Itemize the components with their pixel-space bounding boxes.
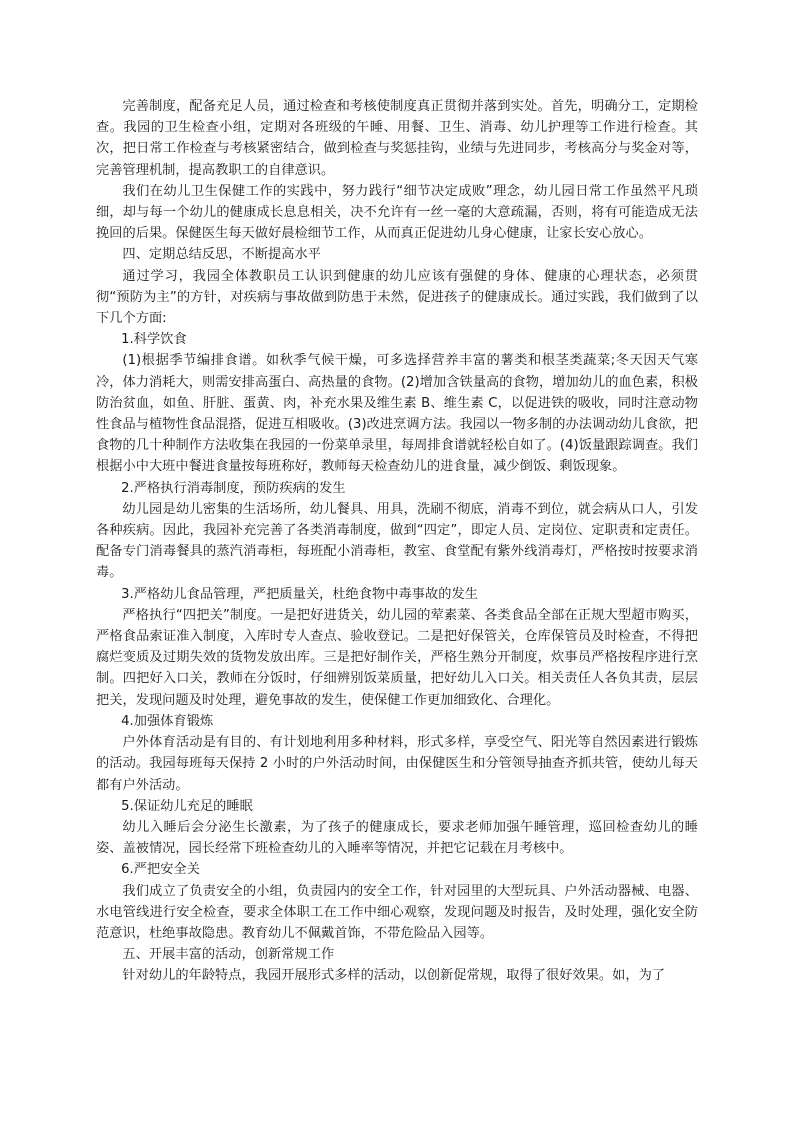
subheading-safety: 6.严把安全关 [121, 862, 200, 878]
subheading-disinfection: 2.严格执行消毒制度，预防疾病的发生 [121, 480, 346, 496]
paragraph-prevention-first: 通过学习，我园全体教职员工认识到健康的幼儿应该有强健的身体、健康的心理状态，必须贯彻“预防为主”的方针，对疾病与事故做到防患于未然，促进孩子的健康成长。通过实践，我们做到了以下几个方面: [96, 268, 698, 327]
paragraph-details-matter: 我们在幼儿卫生保健工作的实践中，努力践行“细节决定成败”理念，幼儿园日常工作虽然平凡琐细，却与每一个幼儿的健康成长息息相关，决不允许有一丝一毫的大意疏漏，否则，将有可能造成无法挽回的后果。保健医生每天做好晨检细节工作，从而真正促进幼儿身心健康，让家长安心放心。 [96, 183, 698, 242]
subheading-physical-exercise: 4.加强体育锻炼 [121, 713, 214, 729]
paragraph-diet-details: (1)根据季节编排食谱。如秋季气候干燥，可多选择营养丰富的薯类和根茎类蔬菜;冬天因天气寒冷，体力消耗大，则需安排高蛋白、高热量的食物。(2)增加含铁量高的食物，增加幼儿的血色素，积极防治贫血，如鱼、肝脏、蛋黄、肉，补充水果及维生素 B、维生素 C，以促进铁的吸收，同时注意动物性食品与植物性食品混搭，促进互相吸收。(3)改进烹调方法。我园以一物多制的办法调动幼儿食欲，把食物的几十种制作方法收集在我园的一份菜单录里，每周排食谱就轻松自如了。(4)饭量跟踪调查。我们根据小中大班中餐进食量按每班称好，教师每天检查幼儿的进食量，减少倒饭、剩饭现象。 [96, 353, 698, 475]
paragraph-activities: 针对幼儿的年龄特点，我园开展形式多样的活动，以创新促常规，取得了很好效果。如，为了 [122, 968, 666, 984]
section-heading-5: 五、开展丰富的活动，创新常规工作 [122, 947, 335, 963]
subheading-sleep: 5.保证幼儿充足的睡眠 [121, 798, 253, 814]
document-page [96, 96, 698, 987]
paragraph-disinfection-details: 幼儿园是幼儿密集的生活场所，幼儿餐具、用具，洗刷不彻底，消毒不到位，就会病从口人，引发各种疾病。因此，我园补充完善了各类消毒制度，做到“四定”，即定人员、定岗位、定职责和定责任。配备专门消毒餐具的蒸汽消毒柜，每班配小消毒柜，教室、食堂配有紫外线消毒灯，严格按时按要求消毒。 [96, 501, 698, 581]
subheading-scientific-diet: 1.科学饮食 [121, 332, 187, 348]
paragraph-safety-details: 我们成立了负责安全的小组，负责园内的安全工作，针对园里的大型玩具、户外活动器械、电器、水电管线进行安全检查，要求全体职工在工作中细心观察，发现问题及时报告，及时处理，强化安全防范意识，杜绝事故隐患。教育幼儿不佩戴首饰，不带危险品入园等。 [96, 883, 698, 941]
paragraph-food-management-details: 严格执行“四把关”制度。一是把好进货关，幼儿园的荤素菜、各类食品全部在正规大型超市购买，严格食品索证准入制度，入库时专人查点、验收登记。二是把好保管关，仓库保管员及时检查，不得把腐烂变质及过期失效的货物发放出库。三是把好制作关，严格生熟分开制度，炊事员严格按程序进行烹制。四把好入口关，教师在分饭时，仔细辨别饭菜质量，把好幼儿入口关。相关责任人各负其责，层层把关，发现问题及时处理，避免事故的发生，使保健工作更加细致化、合理化。 [96, 607, 698, 708]
paragraph-management-system: 完善制度，配备充足人员，通过检查和考核使制度真正贯彻并落到实处。首先，明确分工，定期检查。我园的卫生检查小组，定期对各班级的午睡、用餐、卫生、消毒、幼儿护理等工作进行检查。其次，把日常工作检查与考核紧密结合，做到检查与奖惩挂钩，业绩与先进同步，考核高分与奖金对等，完善管理机制，提高教职工的自律意识。 [96, 99, 698, 178]
section-heading-4: 四、定期总结反思，不断提高水平 [122, 247, 321, 263]
paragraph-sleep-details: 幼儿入睡后会分泌生长激素，为了孩子的健康成长，要求老师加强午睡管理，巡回检查幼儿的睡姿、盖被情况，园长经常下班检查幼儿的入睡率等情况，并把它记载在月考核中。 [96, 819, 698, 857]
paragraph-exercise-details: 户外体育活动是有目的、有计划地利用多种材料，形式多样，享受空气、阳光等自然因素进行锻炼的活动。我园每班每天保持 2 小时的户外活动时间，由保健医生和分管领导抽查齐抓共管，使幼儿每天都有户外活动。 [96, 735, 698, 793]
subheading-food-management: 3.严格幼儿食品管理，严把质量关，杜绝食物中毒事故的发生 [121, 586, 478, 602]
